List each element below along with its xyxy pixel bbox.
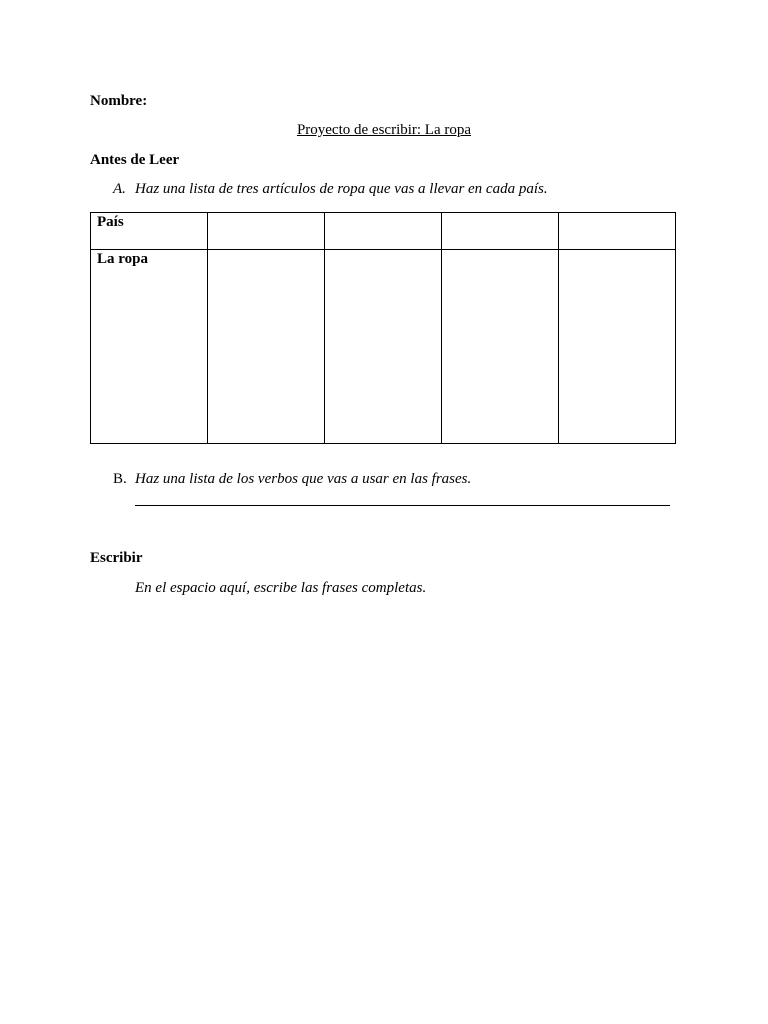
row-label-pais: País bbox=[91, 213, 208, 250]
item-b-instruction: Haz una lista de los verbos que vas a usar en las frases. bbox=[135, 471, 472, 487]
verbs-answer-line[interactable] bbox=[135, 505, 670, 506]
table-cell[interactable] bbox=[559, 250, 676, 444]
section-heading-antes-de-leer: Antes de Leer bbox=[90, 152, 180, 168]
write-instruction: En el espacio aquí, escribe las frases completas. bbox=[135, 580, 427, 596]
table-cell[interactable] bbox=[325, 250, 442, 444]
section-heading-escribir: Escribir bbox=[90, 550, 143, 566]
table-cell[interactable] bbox=[208, 213, 325, 250]
table-cell[interactable] bbox=[325, 213, 442, 250]
row-label-la-ropa: La ropa bbox=[91, 250, 208, 444]
name-label: Nombre: bbox=[90, 93, 148, 109]
table-cell[interactable] bbox=[442, 213, 559, 250]
table-cell[interactable] bbox=[442, 250, 559, 444]
item-a-instruction: Haz una lista de tres artículos de ropa que vas a llevar en cada país. bbox=[135, 181, 548, 197]
item-a-marker: A. bbox=[113, 181, 126, 197]
table-cell[interactable] bbox=[559, 213, 676, 250]
table-cell[interactable] bbox=[208, 250, 325, 444]
clothing-table bbox=[90, 212, 676, 444]
item-b-marker: B. bbox=[113, 471, 127, 487]
document-title: Proyecto de escribir: La ropa bbox=[296, 122, 472, 138]
table-row-pais bbox=[91, 213, 676, 250]
table-row-la-ropa bbox=[91, 250, 676, 444]
